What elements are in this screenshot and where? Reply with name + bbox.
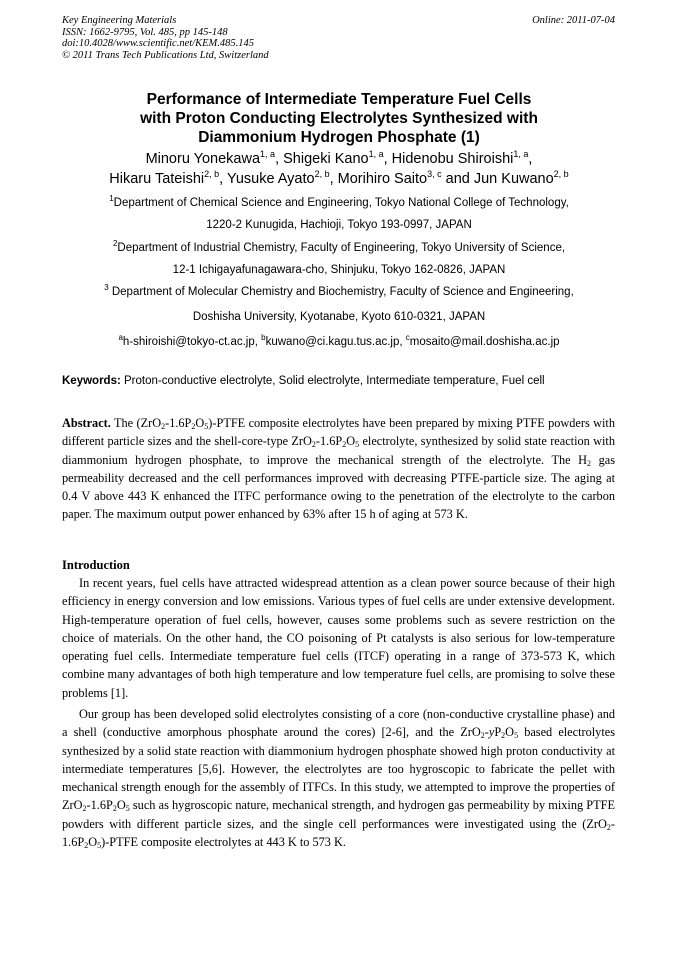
author-line: [62, 149, 616, 169]
author-sep: ,: [383, 151, 392, 167]
author-name: Hidenobu Shiroishi: [391, 151, 514, 167]
italic-variable: y: [488, 725, 495, 740]
intro-paragraph-2: [62, 705, 615, 851]
subscript: 2: [606, 822, 611, 832]
body-text: based electrolytes synthesized by a solid state reaction with diammonium hydrogen phosphate showed high proton conductivity at intermediate temperatures [5,6]. However, the electrolytes are too hygroscopic to fabricate the pellet with mechanical strength enough for the assembly of ITFCs. In this study, we attempted to improve the properties of ZrO: [62, 725, 615, 813]
abstract-text: The (ZrO: [110, 416, 162, 430]
author-name: Jun Kuwano: [473, 171, 554, 187]
email-address[interactable]: kuwano@ci.kagu.tus.ac.jp,: [265, 336, 406, 348]
affiliation-text: Department of Chemical Science and Engineering, Tokyo National College of Technology,: [113, 197, 569, 209]
body-text: O: [116, 798, 126, 813]
subscript: 5: [514, 731, 519, 741]
paper-title: [62, 90, 616, 147]
body-text: -1.6P: [62, 816, 615, 850]
author-name: Shigeki Kano: [283, 151, 369, 167]
abstract-text: -1.6P: [315, 434, 343, 449]
subscript: 2: [82, 804, 87, 814]
author-list: [62, 149, 616, 189]
author-affil: 1, a: [513, 149, 529, 159]
abstract-text: )-PTFE composite electrolytes have been prepared by mixing PTFE powders with different particle sizes and the shell-core-type ZrO: [62, 416, 615, 449]
affiliation-text: Department of Industrial Chemistry, Faculty of Engineering, Tokyo University of Science,: [117, 242, 566, 254]
journal-header: [62, 15, 269, 61]
email-marker: a: [118, 333, 123, 342]
abstract-label: Abstract.: [62, 416, 111, 430]
title-line: with Proton Conducting Electrolytes Synthesized with: [140, 110, 538, 127]
author-affil: 1, a: [368, 149, 384, 159]
author-affil: 2, b: [553, 169, 569, 179]
subscript: 2: [311, 440, 316, 450]
affiliation-line: [62, 192, 616, 214]
author-affil: 3, c: [427, 169, 442, 179]
subscript: 2: [480, 731, 485, 741]
subscript: 2: [191, 422, 196, 431]
email-address[interactable]: mosaito@mail.doshisha.ac.jp: [409, 336, 560, 348]
subscript: 2: [84, 841, 89, 851]
keywords-label: Keywords:: [62, 375, 121, 387]
author-name: Minoru Yonekawa: [145, 151, 261, 167]
body-text: O: [88, 835, 98, 850]
email-marker: b: [261, 333, 266, 342]
keywords-text: Proton-conductive electrolyte, Solid electrolyte, Intermediate temperature, Fuel cell: [120, 375, 545, 387]
author-affil: 1, a: [260, 149, 276, 159]
journal-issn: ISSN: 1662-9795, Vol. 485, pp 145-148: [62, 26, 228, 38]
affiliation-address: 1220-2 Kunugida, Hachioji, Tokyo 193-0997, JAPAN: [206, 219, 472, 231]
abstract-text: O: [346, 434, 356, 449]
affiliation-number: 1: [109, 194, 114, 203]
journal-name: Key Engineering Materials: [62, 15, 177, 26]
affiliation-number: 2: [112, 239, 118, 248]
body-text: such as hygroscopic nature, mechanical strength, and hydrogen gas permeability by mixing PTFE powders with different particle sizes, and the single cell performances were investigated using the (ZrO: [62, 798, 615, 831]
author-sep: ,: [329, 171, 338, 187]
email-address[interactable]: h-shiroishi@tokyo-ct.ac.jp,: [122, 336, 262, 348]
affiliation-number: 3: [104, 283, 109, 292]
author-sep: ,: [219, 171, 227, 187]
author-sep: ,: [275, 151, 284, 167]
subscript: 2: [587, 458, 592, 468]
journal-copyright: © 2011 Trans Tech Publications Ltd, Switzerland: [62, 49, 269, 61]
affiliation-1: [62, 192, 616, 236]
author-name: Morihiro Saito: [337, 171, 428, 187]
subscript: 2: [112, 804, 117, 814]
affiliation-text: Department of Molecular Chemistry and Biochemistry, Faculty of Science and Engineering,: [108, 286, 574, 298]
abstract-text: gas permeability decreased and the cell performances improved with decreasing PTFE-particle size. The aging at 0.4 V above 443 K enhanced the ITFC performance owing to the penetration of the electrolyte to the carbon paper. The maximum output power enhanced by 63% after 15 h of aging at 573 K.: [62, 452, 615, 522]
online-date: Online: 2011-07-04: [532, 15, 615, 26]
author-name: Hikaru Tateishi: [109, 171, 205, 187]
body-text: -1.6P: [86, 798, 113, 813]
intro-paragraph-1: In recent years, fuel cells have attracted widespread attention as a clean power source because of their high efficiency in energy conversion and low emissions. Various types of fuel cells are under extensive development. High-temperature operation of fuel cells, however, causes some problems such as severe restriction on the choice of materials. On the other hand, the CO poisoning of Pt catalysts is also serious for low-temperature operating fuel cells. Intermediate temperature fuel cells (ITCF) operating in a range of 373-573 K, which combine many advantages of both high temperature and low temperature fuel cells, are promising to solve these problems [1].: [62, 576, 615, 700]
keywords: [62, 374, 545, 388]
affiliation-line: [62, 237, 616, 259]
subscript: 2: [342, 440, 347, 450]
affiliation-2: [62, 237, 616, 281]
journal-doi: doi:10.4028/www.scientific.net/KEM.485.145: [62, 38, 254, 49]
author-affil: 2, b: [314, 169, 330, 179]
abstract-text: O: [195, 416, 205, 430]
subscript: 2: [161, 422, 166, 431]
author-sep: ,: [528, 151, 533, 167]
author-affil: 2, b: [204, 169, 220, 179]
body-text: )-PTFE composite electrolytes at 443 K to 573 K.: [101, 835, 346, 850]
email-marker: c: [405, 333, 410, 342]
author-line: [62, 169, 616, 189]
section-heading-introduction: Introduction: [62, 558, 130, 572]
affiliation-address: 12-1 Ichigayafunagawara-cho, Shinjuku, Tokyo 162-0826, JAPAN: [172, 264, 506, 276]
author-sep: and: [441, 171, 474, 187]
affiliation-address: Doshisha University, Kyotanabe, Kyoto 610-0321, JAPAN: [192, 311, 486, 323]
author-name: Yusuke Ayato: [226, 171, 315, 187]
subscript: 5: [204, 422, 209, 431]
title-line: Diammonium Hydrogen Phosphate (1): [198, 129, 480, 146]
title-line: Performance of Intermediate Temperature Fuel Cells: [146, 91, 532, 108]
abstract-text: -1.6P: [165, 416, 192, 430]
body-text: O: [505, 725, 515, 740]
subscript: 5: [125, 804, 130, 814]
affiliation-line: [62, 281, 616, 303]
body-text: -: [484, 725, 489, 740]
email-list: [62, 331, 616, 353]
subscript: 2: [501, 731, 506, 741]
subscript: 5: [97, 841, 102, 851]
subscript: 5: [355, 440, 360, 450]
body-text: P: [494, 725, 502, 740]
abstract-text: electrolyte, synthesized by solid state reaction with diammonium hydrogen phosphate, to improve the mechanical strength of the electrolyte. The H: [62, 434, 615, 467]
abstract: [62, 414, 615, 524]
body-text: Our group has been developed solid electrolytes consisting of a core (non-conductive crystalline phase) and a shell (conductive amorphous phosphate around the cores) [2-6], and the ZrO: [62, 707, 615, 740]
affiliation-3: [62, 281, 616, 328]
